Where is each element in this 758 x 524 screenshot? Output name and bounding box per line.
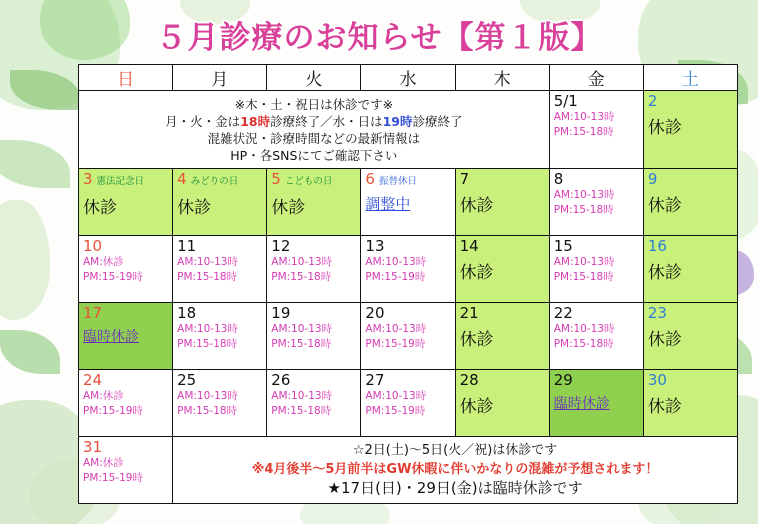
day-cell-26 bbox=[267, 370, 361, 437]
day-hours-am: AM:休診 bbox=[83, 457, 124, 469]
day-closed-label: 休診 bbox=[459, 196, 494, 216]
day-closed-label: 休診 bbox=[647, 263, 682, 283]
day-hours-am: AM:休診 bbox=[83, 390, 124, 402]
day-closed-label: 休診 bbox=[83, 198, 117, 218]
day-closed-label: 休診 bbox=[647, 397, 682, 417]
day-hours-pm: PM:15-18時 bbox=[271, 338, 332, 350]
calendar-week-2 bbox=[79, 169, 738, 236]
day-hours-pm: PM:15-18時 bbox=[271, 405, 332, 417]
day-hours-am: AM:10-13時 bbox=[553, 323, 615, 335]
notice-line-4: HP・各SNSにてご確認下さい bbox=[230, 148, 398, 163]
day-number: 2 bbox=[647, 92, 658, 110]
weekday-header-tue: 火 bbox=[267, 65, 361, 91]
day-number: 5 bbox=[271, 170, 281, 188]
day-closed-label: 休診 bbox=[459, 330, 494, 350]
day-number: 4 bbox=[177, 170, 187, 188]
weekday-header-fri: 金 bbox=[549, 65, 643, 91]
day-closed-label: 休診 bbox=[271, 198, 306, 218]
notice-block bbox=[79, 91, 550, 169]
day-cell-22 bbox=[549, 303, 643, 370]
day-cell-16 bbox=[643, 236, 737, 303]
calendar-week-3 bbox=[79, 236, 738, 303]
day-hours-am: AM:休診 bbox=[83, 256, 124, 268]
day-hours-pm: PM:15-19時 bbox=[83, 472, 143, 484]
day-number: 12 bbox=[271, 237, 291, 255]
notice-line-1: ※木・土・祝日は休診です※ bbox=[234, 97, 394, 112]
day-hours-pm: PM:15-19時 bbox=[365, 405, 426, 417]
day-number: 8 bbox=[553, 170, 564, 188]
day-hours-pm: PM:15-18時 bbox=[177, 271, 238, 283]
day-cell-18 bbox=[173, 303, 267, 370]
day-cell-29 bbox=[549, 370, 643, 437]
day-number: 21 bbox=[459, 304, 479, 322]
day-hours-pm: PM:15-19時 bbox=[365, 271, 426, 283]
day-hours-am: AM:10-13時 bbox=[553, 111, 615, 123]
weekday-header-mon: 月 bbox=[173, 65, 267, 91]
day-cell-1 bbox=[549, 91, 643, 169]
day-hours-am: AM:10-13時 bbox=[177, 390, 238, 402]
day-number: 10 bbox=[83, 237, 103, 255]
weekday-header-sat: 土 bbox=[643, 65, 737, 91]
day-number: 26 bbox=[271, 371, 291, 389]
day-adjusting-label: 調整中 bbox=[365, 195, 411, 213]
weekday-header-wed: 水 bbox=[361, 65, 455, 91]
day-holiday-note: 憲法記念日 bbox=[96, 176, 145, 187]
day-number: 30 bbox=[647, 371, 667, 389]
day-number: 13 bbox=[365, 237, 385, 255]
day-cell-30 bbox=[643, 370, 737, 437]
day-cell-13 bbox=[361, 236, 455, 303]
day-cell-27 bbox=[361, 370, 455, 437]
day-hours-am: AM:10-13時 bbox=[553, 189, 615, 201]
day-hours-pm: PM:15-19時 bbox=[83, 405, 143, 417]
day-number: 16 bbox=[647, 237, 667, 255]
calendar-week-6 bbox=[79, 437, 738, 504]
weekday-header-sun: 日 bbox=[79, 65, 173, 91]
page-title-text: ５月診療のお知らせ【第１版】 bbox=[155, 20, 603, 56]
notice-line-2a: 月・火・金は bbox=[165, 114, 241, 129]
day-cell-9 bbox=[643, 169, 737, 236]
day-holiday-note: 振替休日 bbox=[378, 176, 417, 187]
day-cell-5 bbox=[267, 169, 361, 236]
day-holiday-note: みどりの日 bbox=[190, 176, 239, 187]
weekday-header-row bbox=[79, 65, 738, 91]
day-number: 25 bbox=[177, 371, 197, 389]
day-hours-pm: PM:15-18時 bbox=[553, 204, 614, 216]
schedule-calendar bbox=[78, 64, 738, 504]
page-title bbox=[22, 12, 736, 58]
day-closed-label: 休診 bbox=[647, 118, 682, 138]
day-hours-am: AM:10-13時 bbox=[177, 323, 238, 335]
day-cell-12 bbox=[267, 236, 361, 303]
day-number: 14 bbox=[459, 237, 479, 255]
day-cell-28 bbox=[455, 370, 549, 437]
day-cell-11 bbox=[173, 236, 267, 303]
day-hours-am: AM:10-13時 bbox=[271, 323, 333, 335]
day-hours-am: AM:10-13時 bbox=[553, 256, 615, 268]
day-hours-am: AM:10-13時 bbox=[177, 256, 238, 268]
calendar-week-4 bbox=[79, 303, 738, 370]
day-number: 24 bbox=[83, 371, 103, 389]
day-special-closed-label: 臨時休診 bbox=[83, 329, 139, 345]
day-cell-14 bbox=[455, 236, 549, 303]
day-hours-am: AM:10-13時 bbox=[365, 256, 427, 268]
day-number: 9 bbox=[647, 170, 658, 188]
day-cell-25 bbox=[173, 370, 267, 437]
notice-line-2c: 診療終了／水・日は bbox=[270, 114, 383, 129]
day-cell-20 bbox=[361, 303, 455, 370]
day-holiday-note: こどもの日 bbox=[284, 176, 333, 187]
day-cell-3 bbox=[79, 169, 173, 236]
footer-line-3: ★17日(日)・29日(金)は臨時休診です bbox=[327, 479, 583, 497]
day-cell-4 bbox=[173, 169, 267, 236]
day-number: 15 bbox=[553, 237, 573, 255]
day-number: 18 bbox=[177, 304, 197, 322]
footer-notes bbox=[173, 437, 738, 504]
day-closed-label: 休診 bbox=[459, 263, 494, 283]
day-closed-label: 休診 bbox=[459, 397, 494, 417]
day-cell-17 bbox=[79, 303, 173, 370]
day-hours-am: AM:10-13時 bbox=[271, 256, 333, 268]
day-number: 19 bbox=[271, 304, 291, 322]
weekday-header-thu: 木 bbox=[455, 65, 549, 91]
day-closed-label: 休診 bbox=[647, 330, 682, 350]
day-hours-pm: PM:15-19時 bbox=[365, 338, 426, 350]
day-number: 5/1 bbox=[553, 92, 578, 110]
day-number: 6 bbox=[365, 170, 375, 188]
day-number: 3 bbox=[83, 170, 93, 188]
calendar-week-5 bbox=[79, 370, 738, 437]
day-hours-am: AM:10-13時 bbox=[365, 323, 427, 335]
footer-line-2: ※4月後半～5月前半はGW休暇に伴いかなりの混雑が予想されます！ bbox=[251, 462, 659, 477]
day-hours-pm: PM:15-18時 bbox=[271, 271, 332, 283]
notice-line-2e: 診療終了 bbox=[412, 114, 463, 129]
notice-line-3: 混雑状況・診療時間などの最新情報は bbox=[207, 131, 421, 146]
day-cell-8 bbox=[549, 169, 643, 236]
day-number: 11 bbox=[177, 237, 197, 255]
day-hours-pm: PM:15-18時 bbox=[553, 126, 614, 138]
day-number: 28 bbox=[459, 371, 479, 389]
day-cell-7 bbox=[455, 169, 549, 236]
day-cell-10 bbox=[79, 236, 173, 303]
day-number: 22 bbox=[553, 304, 573, 322]
footer-line-1: ☆2日(土)～5日(火／祝)は休診です bbox=[352, 443, 558, 458]
day-cell-23 bbox=[643, 303, 737, 370]
day-hours-am: AM:10-13時 bbox=[271, 390, 333, 402]
day-special-closed-label: 臨時休診 bbox=[553, 396, 610, 412]
notice-line-2b: 18時 bbox=[240, 114, 271, 129]
day-cell-21 bbox=[455, 303, 549, 370]
notice-line-2 bbox=[83, 113, 545, 130]
day-cell-15 bbox=[549, 236, 643, 303]
day-cell-19 bbox=[267, 303, 361, 370]
day-hours-pm: PM:15-18時 bbox=[177, 405, 238, 417]
day-number: 23 bbox=[647, 304, 667, 322]
day-hours-pm: PM:15-18時 bbox=[177, 338, 238, 350]
day-cell-31 bbox=[79, 437, 173, 504]
day-hours-pm: PM:15-18時 bbox=[553, 271, 614, 283]
day-hours-am: AM:10-13時 bbox=[365, 390, 427, 402]
day-number: 27 bbox=[365, 371, 385, 389]
calendar-week-1 bbox=[79, 91, 738, 169]
day-hours-pm: PM:15-19時 bbox=[83, 271, 143, 283]
day-number: 7 bbox=[459, 170, 470, 188]
notice-line-2d: 19時 bbox=[382, 114, 413, 129]
day-closed-label: 休診 bbox=[177, 198, 212, 218]
day-hours-pm: PM:15-18時 bbox=[553, 338, 614, 350]
day-number: 31 bbox=[83, 438, 103, 456]
day-number: 29 bbox=[553, 371, 573, 389]
day-closed-label: 休診 bbox=[647, 196, 682, 216]
day-number: 20 bbox=[365, 304, 385, 322]
day-cell-24 bbox=[79, 370, 173, 437]
calendar-frame bbox=[22, 12, 736, 512]
day-cell-2 bbox=[643, 91, 737, 169]
day-number: 17 bbox=[83, 304, 103, 322]
day-cell-6 bbox=[361, 169, 455, 236]
